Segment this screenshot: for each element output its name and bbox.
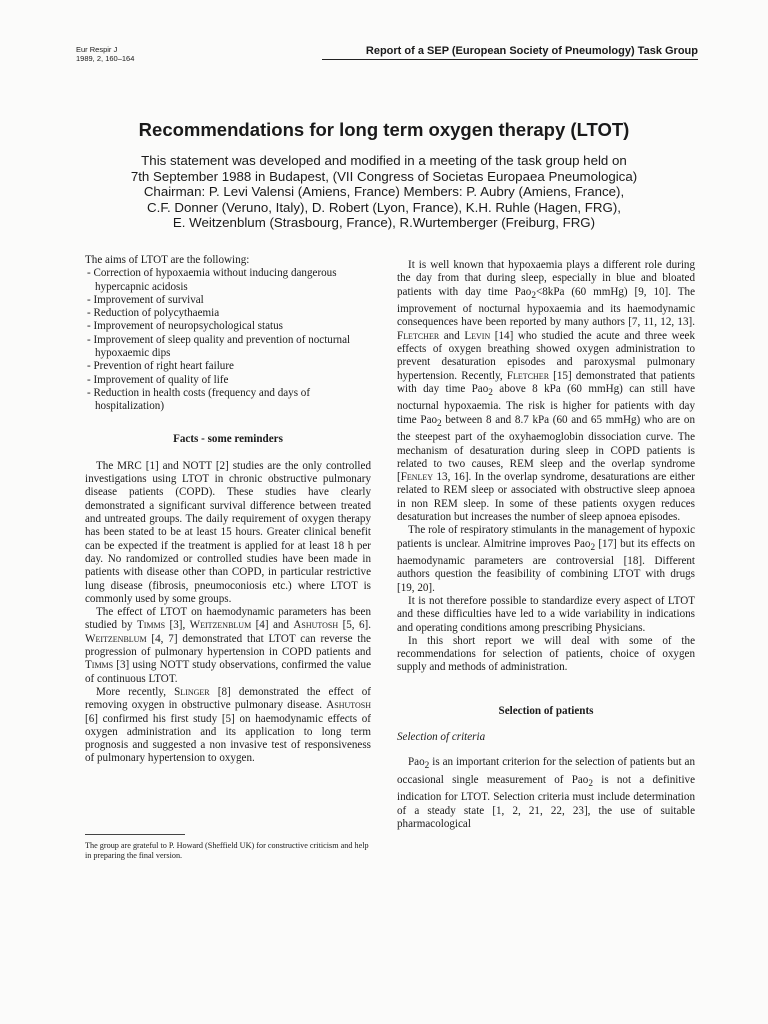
journal-name: Eur Respir J	[76, 45, 118, 54]
criteria-subheading: Selection of criteria	[397, 731, 486, 744]
statement-line: E. Weitzenblum (Strasbourg, France), R.Wurtemberger (Freiburg, FRG)	[172, 215, 596, 231]
paragraph: The MRC [1] and NOTT [2] studies are the only controlled investigations using LTOT in chronic obstructive pulmonary disease patients (COPD). These studies have clearly demonstrated a significant survival difference between treated and untreated groups. The daily requirement of oxygen therapy has been stated to be at least 15 hours. Greater clinical benefit can be expected if the treatment is applied for at least 18 h per day. No randomized or controlled studies have been made in patients with disease other than COPD, in particular restrictive lung disease (fibrosis, pneumoconiosis etc.) where LTOT is commonly used by some groups.	[85, 459, 371, 605]
paragraph: The effect of LTOT on haemodynamic parameters has been studied by Timms [3], Weitzenblum [4] and Ashutosh [5, 6]. Weitzenblum [4, 7] demonstrated that LTOT can reverse the progression of pulmonary hypertension in COPD patients and Timms [3] using NOTT study observations, confirmed the value of continuous LTOT.	[85, 606, 372, 685]
footnote-divider	[85, 834, 185, 835]
author-name: Fletcher	[506, 369, 550, 382]
aim-item: - Reduction in health costs (frequency and days of hospitalization)	[85, 387, 371, 414]
author-name: Fenley	[400, 471, 434, 484]
statement-block	[95, 153, 673, 231]
aim-item: - Improvement of neuropsychological status	[85, 320, 371, 333]
report-header: Report of a SEP (European Society of Pneumology) Task Group	[322, 45, 698, 60]
paragraph: In this short report we will deal with some of the recommendations for selection of patients, choice of oxygen supply and methods of administration.	[397, 634, 695, 674]
author-name: Fletcher	[397, 329, 440, 342]
author-name: Slinger	[174, 685, 210, 698]
aim-item: - Improvement of survival	[85, 294, 371, 307]
aims-list	[85, 267, 371, 413]
author-name: Weitzenblum	[189, 619, 252, 632]
journal-citation	[76, 45, 134, 63]
right-column	[397, 259, 695, 831]
paragraph: It is well known that hypoxaemia plays a different role during the day from that during sleep, especially in blue and bloated patients with day time Pao$_2$<8kPa (60 mmHg) [9, 10]. The improvement of nocturnal hypoxaemia and its haemodynamic consequences have been reported by many authors [7, 11, 12, 13]. Fletcher and Levin [14] who studied the acute and three week effects of oxygen breathing showed oxygen administration to prevent desaturation episodes and paroxysmal pulmonary hypertension. Recently, Fletcher [15] demonstrated that patients with day time Pao$_2$ above 8 kPa (60 mmHg) can still have nocturnal hypoxaemia. The risk is higher for patients with day time Pao$_2$ between 8 and 8.7 kPa (60 and 65 mmHg) who are on the steepest part of the oxyhaemoglobin dissociation curve. The mechanism of desaturation during sleep in COPD patients is related to two causes, REM sleep and the overlap syndrome [Fenley 13, 16]. In the overlap syndrome, desaturations are either related to REM sleep or associated with obstructive sleep apnoea in non REM sleep. In some of these patients oxygen reduces desaturation but increases the number of sleep apnoea episodes.	[397, 259, 696, 523]
author-name: Levin	[464, 329, 491, 342]
paragraph: It is not therefore possible to standardize every aspect of LTOT and these difficulties have led to a wide variability in indications and operating conditions among prescribing Physicians.	[397, 595, 695, 634]
footnote: The group are grateful to P. Howard (Sheffield UK) for constructive criticism and help in preparing the final version.	[85, 841, 369, 860]
selection-heading: Selection of patients	[498, 704, 594, 717]
statement-line: Chairman: P. Levi Valensi (Amiens, France) Members: P. Aubry (Amiens, France),	[143, 184, 625, 200]
author-name: Timms	[85, 659, 114, 672]
author-name: Ashutosh	[326, 699, 371, 712]
author-name: Ashutosh	[293, 619, 339, 632]
left-column	[85, 254, 371, 766]
aim-item: - Reduction of polycythaemia	[85, 307, 371, 320]
statement-line: 7th September 1988 in Budapest, (VII Congress of Societas Europaea Pneumologica)	[130, 168, 638, 184]
paragraph: More recently, Slinger [8] demonstrated the effect of removing oxygen in obstructive pulmonary disease. Ashutosh [6] confirmed his first study [5] on haemodynamic effects of oxygen administration and its application to long term prognosis and suggested a non invasive test of responsiveness of pulmonary hypertension to oxygen.	[85, 685, 371, 765]
aim-item: - Correction of hypoxaemia without inducing dangerous hypercapnic acidosis	[85, 267, 371, 294]
statement-line: C.F. Donner (Veruno, Italy), D. Robert (Lyon, France), K.H. Ruhle (Hagen, FRG),	[147, 199, 621, 215]
statement-line: This statement was developed and modified in a meeting of the task group held on	[141, 153, 627, 168]
aims-intro: The aims of LTOT are the following:	[85, 254, 250, 266]
facts-heading: Facts - some reminders	[173, 432, 283, 445]
paragraph: Pao$_2$ is an important criterion for the selection of patients but an occasional single measurement of Pao$_2$ is not a definitive indication for LTOT. Selection criteria must include determination of a steady state [1, 2, 21, 22, 23], the use of suitable pharmacological	[397, 756, 696, 830]
aim-item: - Improvement of quality of life	[85, 374, 371, 387]
aim-item: - Prevention of right heart failure	[85, 360, 371, 373]
author-name: Weitzenblum	[85, 632, 147, 645]
paragraph: The role of respiratory stimulants in the management of hypoxic patients is unclear. Almitrine improves Pao$_2$ [17] but its effects on haemodynamic parameters are controversial [18]. Different authors question the feasibility of combining LTOT with drugs [19, 20].	[397, 524, 695, 594]
author-name: Timms	[136, 619, 166, 632]
paper-title: Recommendations for long term oxygen therapy (LTOT)	[138, 119, 630, 140]
journal-volume: 1989, 2, 160–164	[76, 54, 135, 63]
aim-item: - Improvement of sleep quality and prevention of nocturnal hypoxaemic dips	[85, 334, 371, 361]
